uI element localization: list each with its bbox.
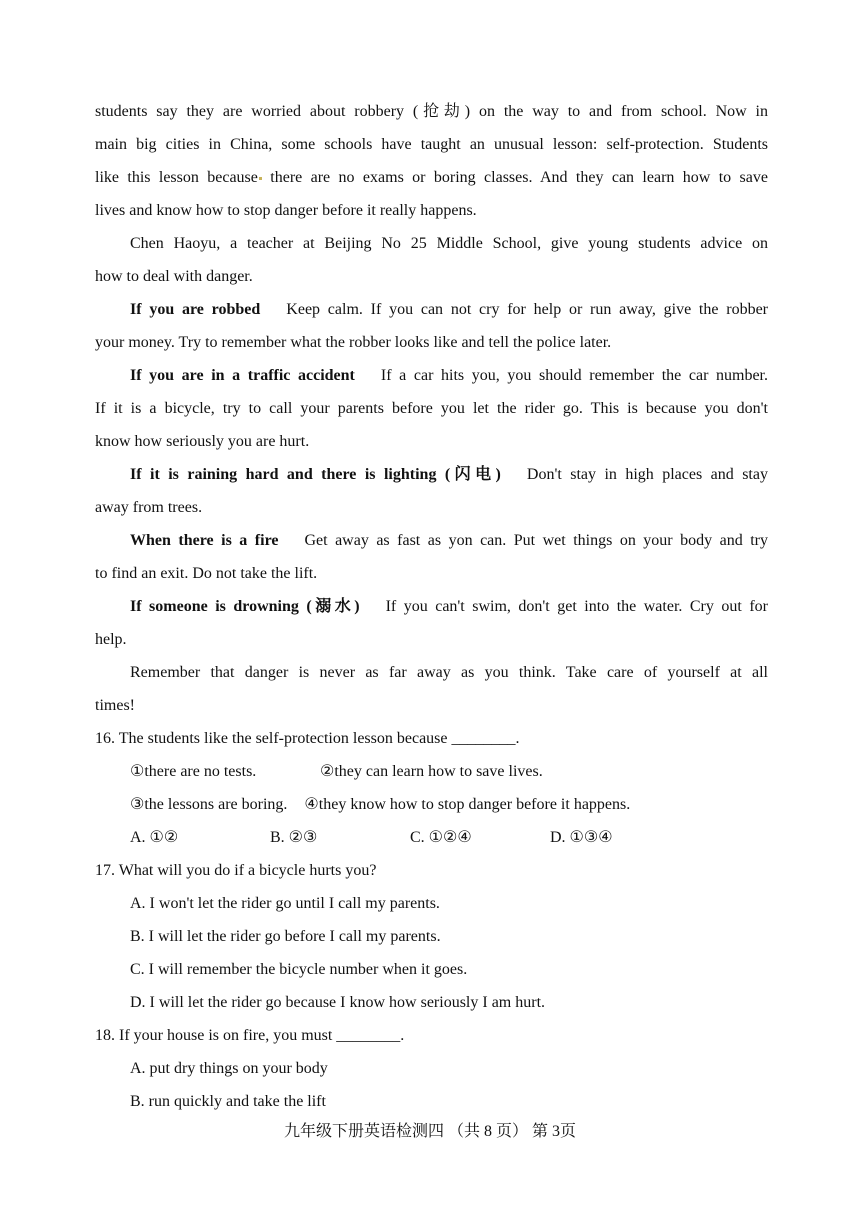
question-16-item: ②they can learn how to save lives. <box>320 763 543 780</box>
choice-b[interactable]: B. run quickly and take the lift <box>130 1093 326 1110</box>
question-16-item: ③the lessons are boring. <box>130 796 288 813</box>
question-18-stem: 18. If your house is on fire, you must ________. <box>95 1027 405 1044</box>
tip-robbed <box>95 293 768 326</box>
choice-c[interactable]: C. ①②④ <box>410 829 472 846</box>
passage-line: Chen Haoyu, a teacher at Beijing No 25 Middle School, give young students advice on <box>130 235 768 252</box>
question-16-items-row2 <box>95 788 768 821</box>
question-17-stem: 17. What will you do if a bicycle hurts you? <box>95 862 377 879</box>
passage-line: times! <box>95 697 135 714</box>
choice-c[interactable]: C. I will remember the bicycle number when it goes. <box>130 961 468 978</box>
passage-line: know how seriously you are hurt. <box>95 433 310 450</box>
choice-d[interactable]: D. I will let the rider go because I know how seriously I am hurt. <box>130 994 546 1011</box>
choice-b[interactable]: B. ②③ <box>270 829 318 846</box>
passage-line: your money. Try to remember what the robber looks like and tell the police later. <box>95 334 612 351</box>
page-footer: 九年级下册英语检测四 （共 8 页） 第 3页 <box>283 1123 576 1140</box>
passage-line: away from trees. <box>95 499 203 516</box>
tip-fire <box>95 524 768 557</box>
tip-text: If you can't swim, don't get into the water. Cry out for <box>385 598 768 615</box>
passage-fragment: like this lesson because <box>95 169 258 186</box>
choice-b[interactable]: B. I will let the rider go before I call my parents. <box>130 928 441 945</box>
tip-heading: If you are in a traffic accident <box>130 367 355 384</box>
tip-text: Keep calm. If you can not cry for help or run away, give the robber <box>286 301 768 318</box>
choice-a[interactable]: A. put dry things on your body <box>130 1060 328 1077</box>
tip-drowning <box>95 590 768 623</box>
tip-text: If a car hits you, you should remember the car number. <box>380 367 768 384</box>
passage-line: students say they are worried about robbery (抢劫) on the way to and from school. Now in <box>95 103 768 120</box>
tip-heading: If it is raining hard and there is lighting (闪电) <box>130 466 501 483</box>
passage-fragment: there are no exams or boring classes. And they can learn how to save <box>261 169 768 186</box>
tip-lightning <box>95 458 768 491</box>
tip-text: Don't stay in high places and stay <box>526 466 768 483</box>
passage-line: main big cities in China, some schools have taught an unusual lesson: self-protection. Students <box>95 136 768 153</box>
question-16-item: ④they know how to stop danger before it happens. <box>304 796 631 813</box>
choice-d[interactable]: D. ①③④ <box>550 829 613 846</box>
choice-a[interactable]: A. I won't let the rider go until I call my parents. <box>130 895 440 912</box>
passage-line: Remember that danger is never as far away as you think. Take care of yourself at all <box>130 664 768 681</box>
exam-page <box>95 95 768 1118</box>
passage-line: If it is a bicycle, try to call your parents before you let the rider go. This is because you don't <box>95 400 768 417</box>
passage-line: how to deal with danger. <box>95 268 253 285</box>
question-16-stem: 16. The students like the self-protection lesson because ________. <box>95 730 520 747</box>
passage-line: to find an exit. Do not take the lift. <box>95 565 318 582</box>
passage-line: lives and know how to stop danger before it really happens. <box>95 202 477 219</box>
question-16-choices <box>95 821 768 854</box>
question-16-item: ①there are no tests. <box>130 763 257 780</box>
question-16-items-row1 <box>95 755 768 788</box>
tip-heading: When there is a fire <box>130 532 279 549</box>
choice-a[interactable]: A. ①② <box>130 829 179 846</box>
tip-heading: If you are robbed <box>130 301 261 318</box>
tip-text: Get away as fast as yon can. Put wet things on your body and try <box>304 532 768 549</box>
tip-heading: If someone is drowning (溺水) <box>130 598 360 615</box>
tip-traffic-accident <box>95 359 768 392</box>
passage-line: help. <box>95 631 127 648</box>
passage-line <box>95 161 768 194</box>
